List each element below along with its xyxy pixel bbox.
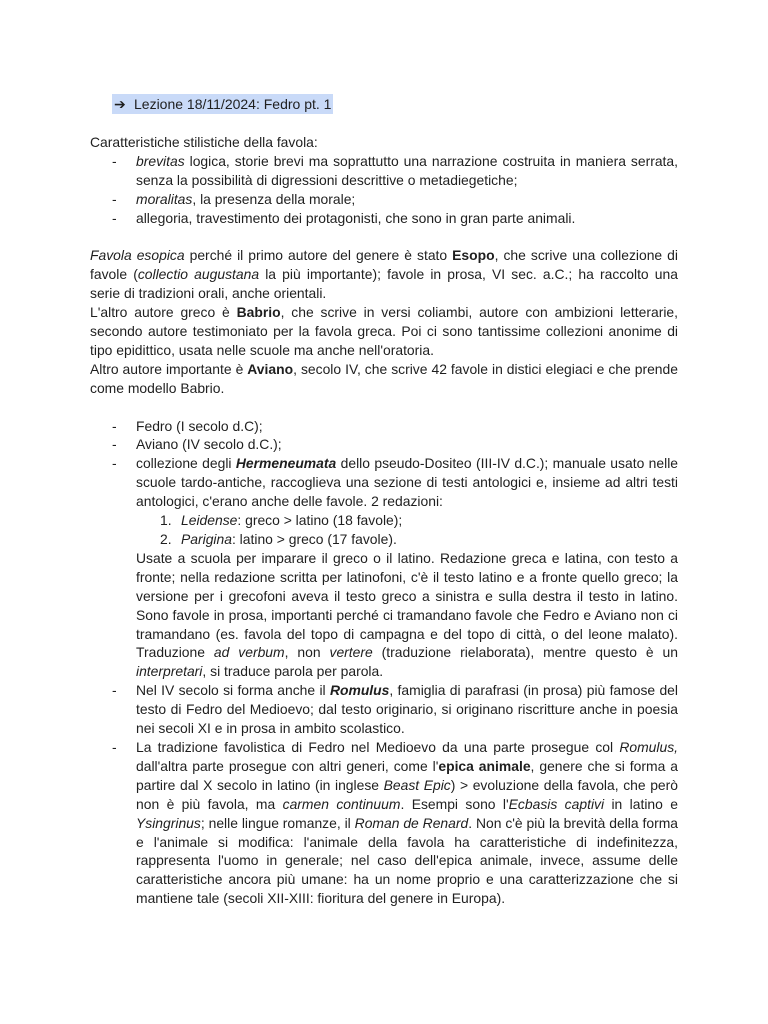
paragraph: L'altro autore greco è Babrio, che scrive in versi coliambi, autore con ambizioni letterarie, secondo autore testimoniato per la favola greca. Poi ci sono tantissime collezioni anonime di tipo epidittico, usata nelle scuole ma anche nell'oratoria. (90, 304, 678, 358)
numbered-sublist (136, 511, 678, 549)
list-marker: - (112, 417, 117, 434)
list-marker: - (112, 738, 117, 755)
list-item-text: La tradizione favolistica di Fedro nel Medioevo da una parte prosegue col Romulus, dall'altra parte prosegue con altri generi, come l'epica animale, genere che si forma a partire dal X secolo in latino (in inglese Beast Epic) > evoluzione della favola, che però non è più favola, ma carmen continuum. Esempi sono l'Ecbasis captivi in latino e Ysingrinus; nelle lingue romanze, il Roman de Renard. Non c'è più la brevità della forma e l'animale si modifica: l'animale della favola ha caratteristiche di indefinitezza, rappresenta l'uomo in generale; nel caso dell'epica animale, invece, assume delle caratteristiche ancora più umane: ha un nome proprio e una caratterizzazione che si mantiene tale (secoli XII-XIII: fioritura del genere in Europa). (136, 738, 678, 907)
numbered-item-text: Leidense: greco > latino (18 favole); (181, 512, 403, 529)
numbered-item (136, 511, 678, 530)
authors-paragraphs (90, 246, 678, 397)
list-item-text: brevitas logica, storie brevi ma soprattutto una narrazione costruita in maniera serrata, senza la possibilità di digressioni descrittive o metadiegetiche; (136, 152, 678, 188)
list-marker: - (112, 190, 117, 207)
list-marker: - (112, 152, 117, 169)
list-item-text: Aviano (IV secolo d.C.); (136, 436, 282, 453)
list-item (90, 209, 678, 228)
list-item (90, 152, 678, 190)
tradition-list (90, 417, 678, 909)
number-marker: 1. (160, 512, 172, 529)
list-item (90, 435, 678, 454)
list-marker: - (112, 209, 117, 226)
list-item-text: allegoria, travestimento dei protagonisti, che sono in gran parte animali. (136, 209, 576, 226)
list-item (90, 454, 678, 681)
list-item-text: Nel IV secolo si forma anche il Romulus, famiglia di parafrasi (in prosa) più famose del testo di Fedro del Medioevo; dal testo originario, si originano riscritture anche in poesia nei secoli XI e in prosa in ambito scolastico. (136, 682, 678, 737)
paragraph: Altro autore importante è Aviano, secolo IV, che scrive 42 favole in distici elegiaci e che prende come modello Babrio. (90, 360, 678, 396)
list-item-text: moralitas, la presenza della morale; (136, 190, 356, 207)
list-item (90, 190, 678, 209)
list-item (90, 417, 678, 436)
list-item-continuation: Usate a scuola per imparare il greco o il latino. Redazione greca e latina, con testo a fronte; nella redazione scritta per latinofoni, c'è il testo latino e a fronte quello greco; la versione per i grecofoni aveva il testo greco a sinistra e sulla destra il testo in latino. Sono favole in prosa, importanti perché ci tramandano favole che Fedro e Aviano non ci tramandano (es. favola del topo di campagna e del topo di città, o del leone malato). Traduzione ad verbum, non vertere (traduzione rielaborata), mentre questo è un interpretari, si traduce parola per parola. (136, 549, 678, 680)
list-item-text: collezione degli Hermeneumata dello pseudo-Dositeo (III-IV d.C.); manuale usato nelle scuole tardo-antiche, raccoglieva una sezione di testi antologici e, insieme ad altri testi antologici, c'erano anche delle favole. 2 redazioni: (136, 455, 679, 510)
lesson-title: Lezione 18/11/2024: Fedro pt. 1 (134, 96, 332, 112)
paragraph: Favola esopica perché il primo autore del genere è stato Esopo, che scrive una collezione di favole (collectio augustana la più importante); favole in prosa, VI sec. a.C.; ha raccolto una serie di tradizioni orali, anche orientali. (90, 247, 678, 302)
document-body (90, 133, 678, 908)
numbered-item (136, 530, 678, 549)
characteristics-list (90, 152, 678, 228)
intro-title: Caratteristiche stilistiche della favola: (90, 134, 318, 150)
lesson-heading (112, 94, 333, 114)
number-marker: 2. (160, 531, 172, 547)
arrow-icon: ➔ (114, 96, 126, 112)
numbered-item-text: Parigina: latino > greco (17 favole). (181, 531, 397, 547)
list-item (90, 681, 678, 738)
list-marker: - (112, 455, 117, 472)
list-item (90, 738, 678, 908)
list-marker: - (112, 682, 117, 699)
list-marker: - (112, 436, 117, 453)
list-item-text: Fedro (I secolo d.C); (136, 417, 263, 434)
